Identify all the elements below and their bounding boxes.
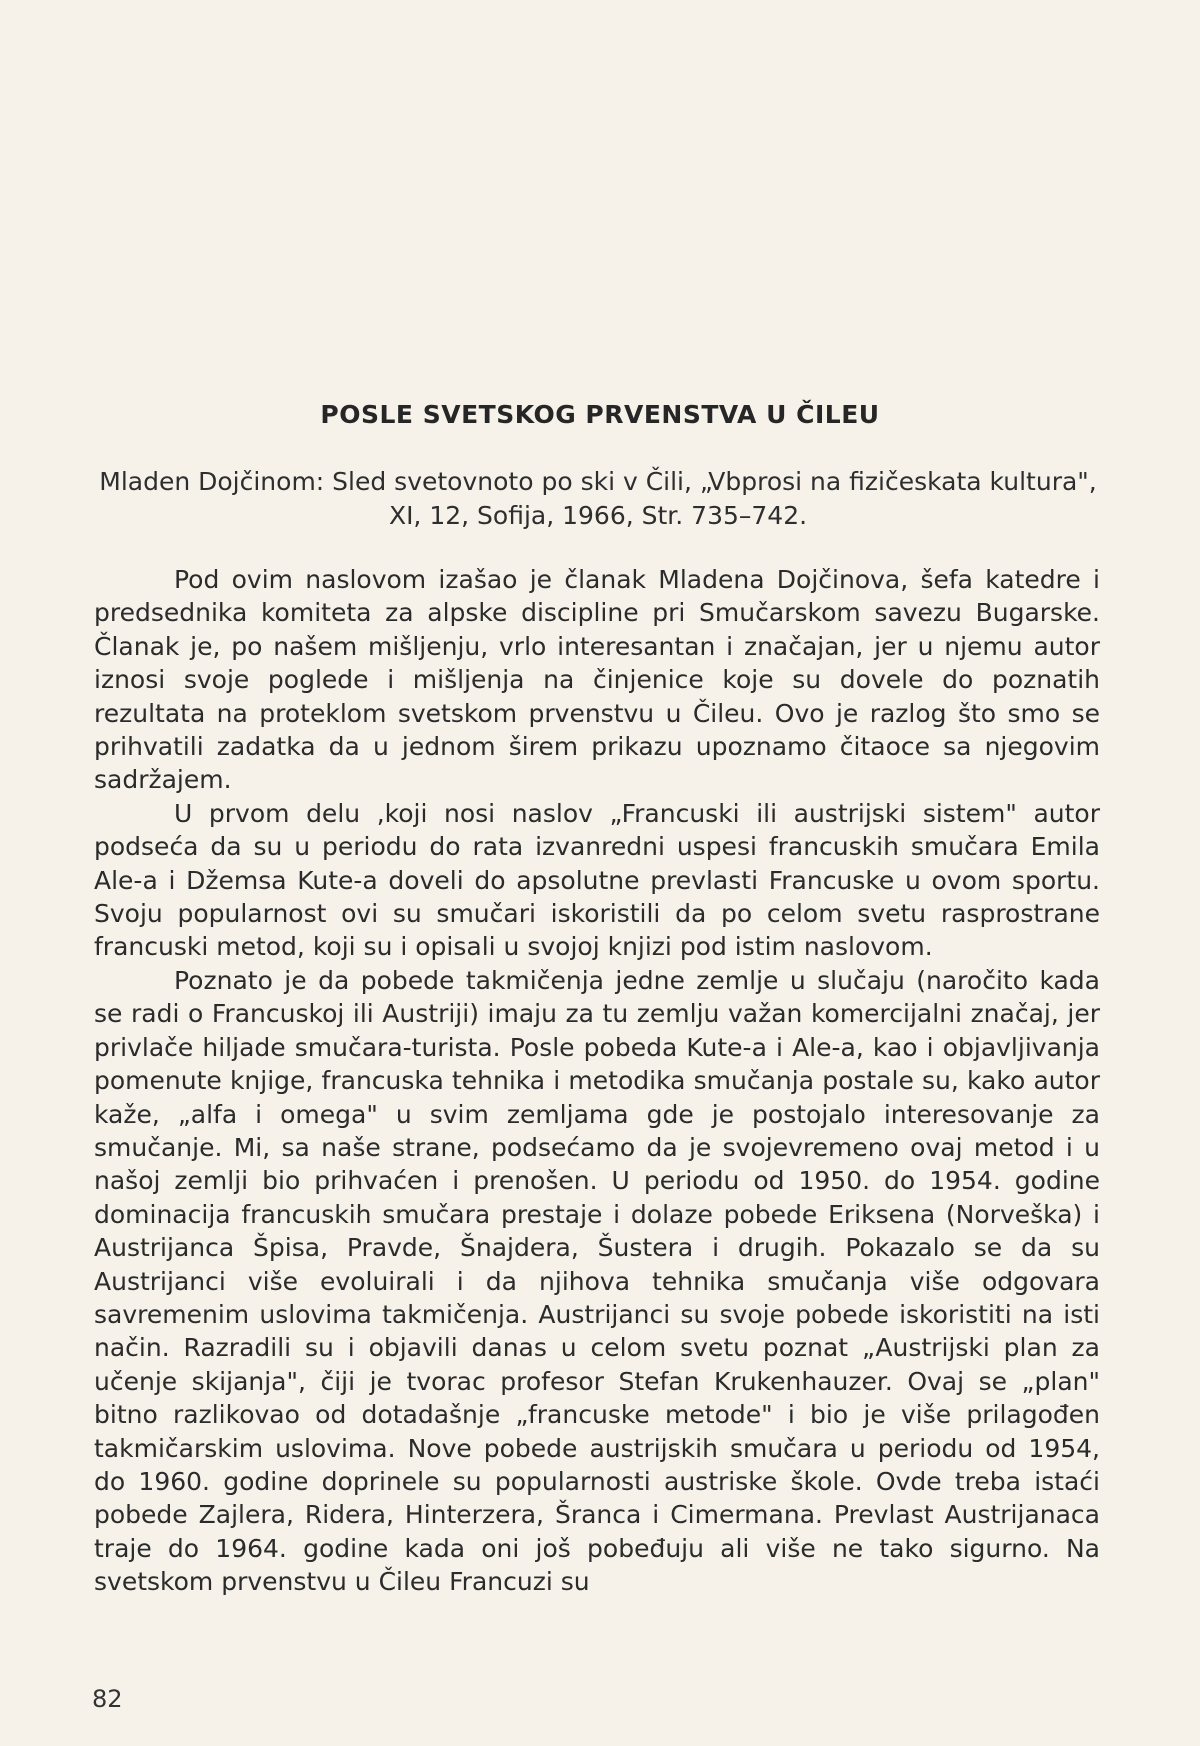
article-citation: Mladen Dojčinom: Sled svetovnoto po ski v Čili, „Vbprosi na fizičeskata kultura", XI, 12, Sofija, 1966, Str. 735–742. xyxy=(99,467,1097,530)
article-title: POSLE SVETSKOG PRVENSTVA U ČILEU xyxy=(320,400,880,429)
article-body xyxy=(94,563,1100,1599)
body-paragraph: Pod ovim naslovom izašao je članak Mladena Dojčinova, šefa katedre i predsednika komiteta za alpske discipline pri Smučarskom savezu Bugarske. Članak je, po našem mišljenju, vrlo interesantan i značajan, jer u njemu autor iznosi svoje poglede i mišljenja na činjenice koje su dovele do poznatih rezultata na proteklom svetskom prvenstvu u Čileu. Ovo je razlog što smo se prihvatili zadatka da u jednom širem prikazu upoznamo čitaoce sa njegovim sadržajem. xyxy=(94,565,1100,795)
body-paragraph: U prvom delu ,koji nosi naslov „Francuski ili austrijski sistem" autor podseća da su u periodu do rata izvanredni uspesi francuskih smučara Emila Ale-a i Džemsa Kute-a doveli do apsolutne prevlasti Francuske u ovom sportu. Svoju popularnost ovi su smučari iskoristili da po celom svetu rasprostrane francuski metod, koji su i opisali u svojoj knjizi pod istim naslovom. xyxy=(94,798,1100,962)
body-paragraph: Poznato je da pobede takmičenja jedne zemlje u slučaju (naročito kada se radi o Francuskoj ili Austriji) imaju za tu zemlju važan komercijalni značaj, jer privlače hiljade smučara-turista. Posle pobeda Kute-a i Ale-a, kao i objavljivanja pomenute knjige, francuska tehnika i metodika smučanja postale su, kako autor kaže, „alfa i omega" u svim zemljama gde je postojalo interesovanje za smučanje. Mi, sa naše strane, podsećamo da je svojevremeno ovaj metod i u našoj zemlji bio prihvaćen i prenošen. U periodu od 1950. do 1954. godine dominacija francuskih smučara prestaje i dolaze pobede Eriksena (Norveška) i Austrijanca Špisa, Pravde, Šnajdera, Šustera i drugih. Pokazalo se da su Austrijanci više evoluirali i da njihova tehnika smučanja više odgovara savremenim uslovima takmičenja. Austrijanci su svoje pobede iskoristiti na isti način. Razradili su i objavili danas u celom svetu poznat „Austrijski plan za učenje skijanja", čiji je tvorac profesor Stefan Krukenhauzer. Ovaj se „plan" bitno razlikovao od dotadašnje „francuske metode" i bio je više prilagođen takmičarskim uslovima. Nove pobede austrijskih smučara u periodu od 1954, do 1960. godine doprinele su popularnosti austriske škole. Ovde treba istaći pobede Zajlera, Ridera, Hinterzera, Šranca i Cimermana. Prevlast Austrijanaca traje do 1964. godine kada oni još pobeđuju ali više ne tako sigurno. Na svetskom prvenstvu u Čileu Francuzi su xyxy=(94,965,1100,1597)
page-number: 82 xyxy=(92,1685,123,1713)
